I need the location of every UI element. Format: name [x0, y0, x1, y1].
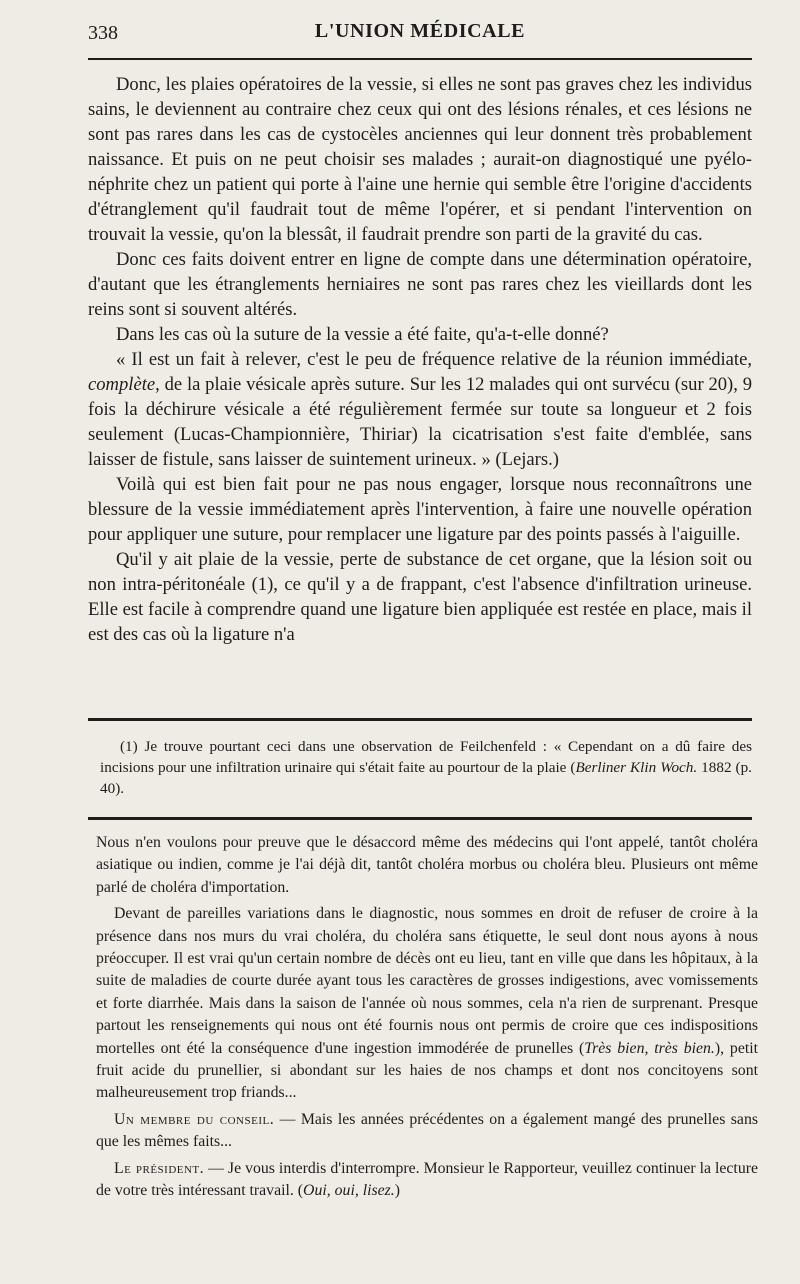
president-text-end: ) [394, 1182, 401, 1200]
president-remark [96, 1158, 758, 1203]
running-title: L'UNION MÉDICALE [314, 20, 526, 42]
report-text-start: Devant de pareilles variations dans le diagnostic, nous sommes en droit de refuser de croire à la présence dans nos murs du vrai choléra, du choléra sans étiquette, le seul dont nous ayons à nous préoccuper. Il est vrai qu'un certain nombre de décès ont eu lieu, tant en ville que dans les hôpitaux, à la suite de maladies de courte durée ayant tous les caractères de grosses indigestions, avec vomissements et forte diarrhée. Mais dans la saison de l'année où nous sommes, cela n'a rien de surprenant. Presque partout les renseignements qui nous ont été fournis nous ont permis de croire que ces indispositions mortelles ont été la conséquence d'une ingestion immodérée de prunelles ( [96, 905, 758, 1057]
president-text-start: — Je vous interdis d'interrompre. Monsieur le Rapporteur, veuillez continuer la lecture de votre très intéressant travail. ( [96, 1159, 758, 1200]
footnote-text [100, 736, 752, 799]
speaker-council-member: Un membre du conseil. [114, 1110, 275, 1128]
quote-text-start: « Il est un fait à relever, c'est le peu de fréquence relative de la réunion immédiate, [116, 349, 752, 370]
paragraph-3: Dans les cas où la suture de la vessie a été faite, qu'a-t-elle donné? [116, 324, 609, 345]
quote-text-end: , de la plaie vésicale après suture. Sur les 12 malades qui ont survécu (sur 20), 9 fois la déchirure vésicale a été régulièrement fermée sur toute sa longueur et 2 fois seulement (Lucas-Championnière, Thiriar) la cicatrisation s'est faite d'emblée, sans laisser de fistule, sans laisser de suintement urineux. » (Lejars.) [88, 374, 752, 470]
president-interjection: Oui, oui, lisez. [303, 1182, 395, 1200]
speaker-president: Le président. [114, 1159, 205, 1177]
report-paragraph-2 [96, 903, 758, 1105]
footnote-text-end: 1882 (p. 40). [100, 759, 752, 797]
main-article-text [88, 72, 752, 647]
paragraph-5: Voilà qui est bien fait pour ne pas nous engager, lorsque nous reconnaîtrons une blessure de la vessie immédiatement après l'intervention, à faire une nouvelle opération pour appliquer une suture, pour remplacer une ligature par des points passés à l'aiguille. [88, 474, 752, 545]
report-interjection: Très bien, très bien. [584, 1039, 715, 1057]
paragraph-6: Qu'il y ait plaie de la vessie, perte de substance de cet organe, que la lésion soit ou non intra-péritonéale (1), ce qu'il y a de frappant, c'est l'absence d'infiltration urineuse. Elle est facile à comprendre quand une ligature bien appliquée est restée en place, mais il est des cas où la ligature n'a [88, 549, 752, 645]
report-paragraph-1: Nous n'en voulons pour preuve que le désaccord même des médecins qui l'ont appelé, tantôt choléra asiatique ou indien, comme je l'ai déjà dit, tantôt choléra morbus ou choléra bleu. Plusieurs ont même parlé de choléra d'importation. [96, 834, 758, 896]
footnote-citation: Berliner Klin Woch. [575, 759, 698, 776]
header-rule [88, 58, 752, 60]
paragraph-2: Donc ces faits doivent entrer en ligne de compte dans une détermination opératoire, d'autant que les étranglements herniaires ne sont pas rares chez les vieillards dont les reins sont si souvent altérés. [88, 249, 752, 320]
council-member-remark [96, 1109, 758, 1154]
page-header [88, 18, 752, 50]
council-member-text: — Mais les années précédentes on a également mangé des prunelles sans que les mêmes faits... [96, 1110, 758, 1151]
footnote-text-start: (1) Je trouve pourtant ceci dans une observation de Feilchenfeld : « Cependant on a dû faire des incisions pour une infiltration urinaire qui s'était faite au pourtour de la plaie ( [100, 738, 752, 776]
footnote [100, 736, 752, 799]
paragraph-1: Donc, les plaies opératoires de la vessie, si elles ne sont pas graves chez les individus sains, le deviennent au contraire chez ceux qui ont des lésions rénales, et ces lésions ne sont pas rares dans les cas de cystocèles anciennes qui leur donnent très probablement naissance. Et puis on ne peut choisir ses malades ; aurait-on diagnostiqué une pyélo-néphrite chez un patient qui porte à l'aine une hernie qui semble être l'origine d'accidents d'étranglement qu'il faudrait tout de même l'opérer, et si pendant l'intervention on trouvait la vessie, qu'on la blessât, il faudrait prendre son parti de la gravité du cas. [88, 74, 752, 245]
report-text-end: ), petit fruit acide du prunellier, si abondant sur les haies de nos champs et dont nos concitoyens sont malheureusement trop friands... [96, 1039, 758, 1102]
council-report-text [96, 832, 758, 1207]
footnote-top-rule [88, 718, 752, 721]
quote-emphasis: complète [88, 374, 156, 395]
paragraph-4-quote [88, 347, 752, 472]
footnote-bottom-rule [88, 817, 752, 820]
page-number: 338 [88, 22, 118, 44]
